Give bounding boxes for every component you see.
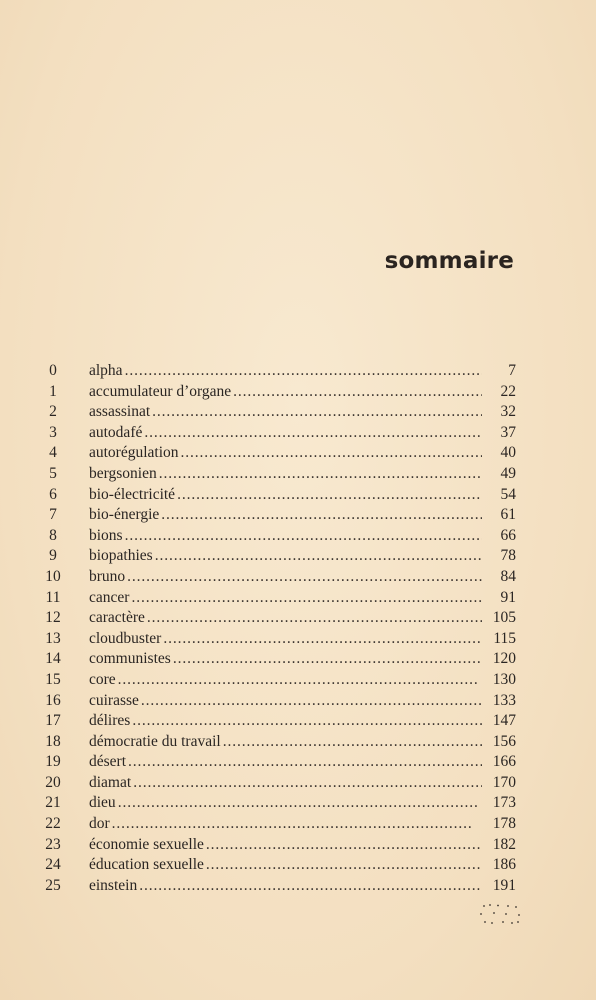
dot-leader — [223, 732, 482, 753]
toc-entry-label: alpha — [89, 362, 123, 379]
toc-entry-page: 49 — [500, 464, 516, 482]
toc-entry-page: 91 — [500, 588, 516, 606]
dot-leader — [161, 505, 482, 526]
toc-entry-number: 9 — [49, 547, 57, 565]
toc-entry-number: 8 — [49, 526, 57, 544]
dot-leader — [118, 670, 482, 691]
toc-entry-page: 61 — [500, 506, 516, 524]
toc-entry-label: biopathies — [89, 547, 153, 565]
toc-entry — [38, 752, 516, 773]
dot-leader — [133, 773, 482, 794]
toc-entry-page: 22 — [500, 382, 516, 400]
dot-leader — [206, 855, 482, 876]
dot-leader — [163, 629, 482, 650]
dot-leader — [125, 526, 482, 547]
toc-entry-label: bruno — [89, 567, 126, 585]
toc-entry-label: cloudbuster — [89, 629, 162, 647]
toc-entry — [38, 814, 516, 835]
toc-entry-number: 6 — [49, 485, 57, 503]
dot-leader — [128, 752, 482, 773]
dot-leader — [132, 711, 482, 732]
toc-entry-page: 32 — [500, 403, 516, 421]
toc-entry-label: économie sexuelle — [89, 835, 204, 853]
toc-entry-number: 14 — [45, 650, 61, 668]
toc-entry — [38, 773, 516, 794]
dot-leader — [147, 608, 482, 629]
toc-entry-page: 7 — [508, 362, 516, 379]
toc-entry — [38, 382, 516, 403]
table-of-contents — [38, 361, 516, 896]
toc-entry-label: diamat — [89, 773, 132, 791]
toc-entry — [38, 505, 516, 526]
toc-entry-number: 17 — [45, 712, 61, 730]
toc-entry-number: 18 — [45, 732, 61, 750]
toc-entry-number: 2 — [49, 403, 57, 421]
toc-entry-page: 147 — [492, 712, 516, 730]
toc-entry-label: autorégulation — [89, 444, 179, 462]
toc-entry-page: 133 — [492, 691, 516, 709]
toc-entry-page: 40 — [500, 444, 516, 462]
toc-entry-number: 22 — [45, 815, 61, 833]
dot-leader — [155, 546, 482, 567]
toc-entry — [38, 526, 516, 547]
toc-entry-page: 166 — [492, 753, 516, 771]
toc-entry — [38, 876, 516, 897]
dot-leader — [141, 691, 482, 712]
toc-entry — [38, 732, 516, 753]
toc-entry-page: 173 — [492, 794, 516, 812]
dot-leader — [177, 485, 482, 506]
dot-leader — [206, 835, 482, 856]
toc-entry-number: 16 — [45, 691, 61, 709]
toc-entry — [38, 629, 516, 650]
toc-entry-page: 105 — [492, 609, 516, 627]
printer-mark-dots — [476, 902, 524, 928]
toc-entry — [38, 423, 516, 444]
dot-leader — [139, 876, 482, 897]
toc-entry-label: caractère — [89, 609, 145, 627]
toc-entry-label: bions — [89, 526, 123, 544]
dot-leader — [112, 814, 482, 835]
toc-entry-number: 4 — [49, 444, 57, 462]
toc-entry — [38, 361, 516, 382]
toc-entry-page: 115 — [493, 629, 516, 647]
toc-entry — [38, 691, 516, 712]
toc-entry-number: 24 — [45, 856, 61, 874]
toc-entry-label: assassinat — [89, 403, 151, 421]
toc-entry-page: 178 — [492, 815, 516, 833]
toc-entry-label: cuirasse — [89, 691, 139, 709]
toc-entry-page: 156 — [492, 732, 516, 750]
toc-entry-page: 78 — [500, 547, 516, 565]
toc-entry-number: 1 — [49, 382, 57, 400]
toc-entry — [38, 608, 516, 629]
toc-entry — [38, 793, 516, 814]
toc-entry-page: 182 — [492, 835, 516, 853]
toc-entry-page: 120 — [492, 650, 516, 668]
dot-leader — [233, 382, 482, 403]
toc-entry — [38, 670, 516, 691]
toc-entry — [38, 546, 516, 567]
toc-entry-page: 170 — [492, 773, 516, 791]
toc-entry — [38, 485, 516, 506]
toc-entry-page: 54 — [500, 485, 516, 503]
toc-entry-label: einstein — [89, 876, 138, 894]
toc-entry-label: démocratie du travail — [89, 732, 221, 750]
toc-entry-number: 13 — [45, 629, 61, 647]
toc-entry-label: cancer — [89, 588, 130, 606]
toc-entry — [38, 464, 516, 485]
toc-entry-number: 10 — [45, 567, 61, 585]
toc-entry-number: 12 — [45, 609, 61, 627]
toc-entry — [38, 835, 516, 856]
toc-entry-number: 25 — [45, 876, 61, 894]
toc-entry-label: désert — [89, 753, 127, 771]
toc-entry — [38, 443, 516, 464]
toc-entry-number: 7 — [49, 506, 57, 524]
toc-entry-page: 66 — [500, 526, 516, 544]
toc-entry-number: 3 — [49, 423, 57, 441]
toc-entry-label: autodafé — [89, 423, 143, 441]
toc-entry-number: 21 — [45, 794, 61, 812]
toc-entry-label: éducation sexuelle — [89, 856, 204, 874]
toc-entry-label: dor — [89, 815, 110, 833]
page-title: sommaire — [384, 248, 514, 274]
toc-entry-number: 11 — [45, 588, 61, 606]
dot-leader — [173, 649, 482, 670]
toc-entry-label: bio-électricité — [89, 485, 176, 503]
toc-entry-number: 23 — [45, 835, 61, 853]
toc-entry-page: 130 — [492, 670, 516, 688]
toc-entry-label: bergsonien — [89, 464, 157, 482]
toc-entry — [38, 402, 516, 423]
dot-leader — [159, 464, 482, 485]
toc-entry — [38, 711, 516, 732]
dot-leader — [131, 588, 482, 609]
toc-entry-label: délires — [89, 712, 131, 730]
dot-leader — [181, 443, 482, 464]
toc-entry-page: 186 — [492, 856, 516, 874]
dot-leader — [152, 402, 482, 423]
dot-leader — [144, 423, 482, 444]
toc-entry-page: 84 — [500, 567, 516, 585]
toc-entry — [38, 649, 516, 670]
toc-entry-number: 20 — [45, 773, 61, 791]
dot-leader — [118, 793, 482, 814]
toc-entry-number: 15 — [45, 670, 61, 688]
toc-entry-number: 0 — [49, 362, 57, 379]
toc-entry-label: bio-énergie — [89, 506, 160, 524]
toc-entry-page: 191 — [492, 876, 516, 894]
toc-entry — [38, 855, 516, 876]
toc-entry-label: core — [89, 670, 116, 688]
toc-entry-label: communistes — [89, 650, 171, 668]
toc-entry-number: 19 — [45, 753, 61, 771]
toc-entry — [38, 588, 516, 609]
toc-entry-page: 37 — [500, 423, 516, 441]
dot-leader — [125, 361, 482, 382]
toc-entry-label: accumulateur d’organe — [89, 382, 232, 400]
toc-entry-number: 5 — [49, 464, 57, 482]
toc-entry-label: dieu — [89, 794, 116, 812]
dot-leader — [127, 567, 482, 588]
toc-entry — [38, 567, 516, 588]
